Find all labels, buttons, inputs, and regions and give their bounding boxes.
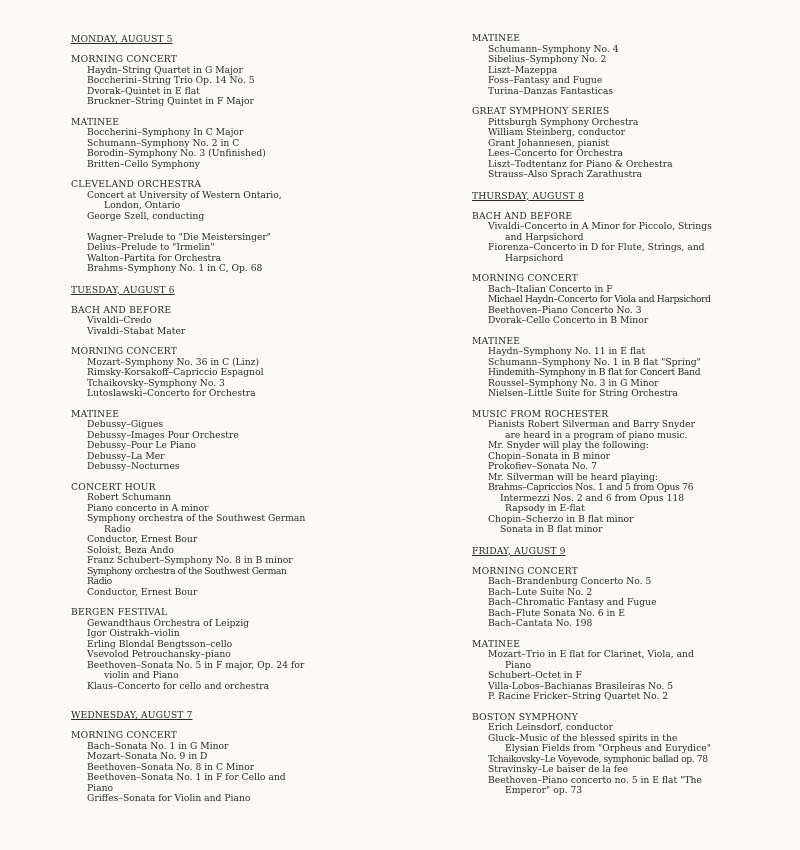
right-column (472, 34, 712, 807)
program-item: Walton–Partita for Orchestra (87, 252, 222, 264)
section-bergen-festival (71, 608, 311, 692)
section-heading: MATINEE (71, 408, 120, 420)
program-item: Conductor, Ernest Bour (87, 586, 198, 598)
program-item: Pittsburgh Symphony Orchestra (488, 116, 639, 128)
program-item: Debussy–Pour Le Piano (87, 440, 196, 451)
program-item: Sonata in B flat minor (500, 524, 603, 535)
section-heading: MATINEE (472, 638, 521, 650)
program-item: Schumann–Symphony No. 4 (488, 43, 619, 55)
section-heading: MORNING CONCERT (71, 54, 178, 65)
program-item: Foss–Fantasy and Fugue (488, 75, 603, 86)
section-tuesday-matinee (71, 410, 311, 473)
program-item: Schumann–Symphony No. 1 in B flat "Spring" (488, 356, 701, 368)
left-column (71, 34, 311, 815)
program-item: Borodin–Symphony No. 3 (Unfinished) (87, 148, 266, 159)
program-item: Beethoven–Sonata No. 8 in C Minor (87, 761, 255, 773)
program-item: Conductor, Ernest Bour (87, 534, 198, 545)
section-tuesday-bach-and-before (71, 306, 311, 338)
program-item: Vivaldi–Stabat Mater (87, 325, 186, 337)
section-wednesday-morning-concert (71, 731, 311, 805)
program-item: Beethoven–Sonata No. 1 in F for Cello and Piano (87, 772, 286, 794)
program-item: Britten–Cello Symphony (87, 158, 200, 170)
program-item: Bach–Sonata No. 1 in G Minor (87, 740, 229, 752)
section-heading: MATINEE (71, 116, 120, 128)
program-item: Hindemith–Symphony in B flat for Concert Band (488, 367, 701, 378)
program-item: Strauss–Also Sprach Zarathustra (488, 169, 643, 180)
program-item: Debussy–Images Pour Orchestre (87, 429, 239, 441)
program-item: Villa-Lobos–Bachianas Brasileiras No. 5 (488, 680, 674, 692)
program-item: Debussy–La Mer (87, 450, 165, 462)
program-item: Mr. Snyder will play the following: (488, 440, 649, 451)
program-item: Grant Johannesen, pianist (488, 137, 610, 149)
program-item: Boccherini–Symphony In C Major (87, 127, 244, 138)
program-item: Erling Blondal Bengtsson–cello (87, 638, 233, 650)
program-item: Liszt–Todtentanz for Piano & Orchestra (488, 158, 673, 170)
program-item: Michael Haydn–Concerto for Viola and Harpsichord (488, 294, 711, 305)
program-item: Fiorenza–Concerto in D for Flute, Strings, and Harpsichord (488, 242, 705, 264)
program-item: Igor Oistrakh–violin (87, 628, 180, 639)
section-heading: MUSIC FROM ROCHESTER (472, 408, 609, 420)
program-item: Klaus–Concerto for cello and orchestra (87, 680, 270, 692)
program-item: Chopin–Scherzo in B flat minor (488, 513, 634, 525)
section-heading: GREAT SYMPHONY SERIES (472, 106, 610, 117)
program-item: Rapsody in E-flat (505, 503, 585, 514)
program-item: Delius–Prelude to "Irmelin" (87, 242, 215, 253)
day-heading-monday: MONDAY, AUGUST 5 (71, 34, 173, 45)
program-item: Dvorak–Cello Concerto in B Minor (488, 315, 649, 326)
section-monday-matinee (71, 118, 311, 171)
section-friday-morning-concert (472, 567, 712, 630)
program-item: Robert Schumann (87, 492, 172, 503)
program-item: Haydn–Symphony No. 11 in E flat (488, 346, 646, 357)
section-boston-symphony (472, 713, 712, 797)
program-item: Turina–Danzas Fantasticas (488, 85, 614, 97)
program-item: Lutoslawski–Concerto for Orchestra (87, 388, 256, 399)
section-tuesday-morning-concert (71, 347, 311, 400)
program-item: Brahms–Symphony No. 1 in C, Op. 68 (87, 263, 263, 274)
section-thursday-bach-and-before (472, 212, 712, 265)
section-cleveland-orchestra (71, 180, 311, 275)
section-heading: CONCERT HOUR (71, 481, 156, 493)
day-heading-thursday: THURSDAY, AUGUST 8 (472, 190, 584, 202)
section-music-from-rochester (472, 410, 712, 536)
section-heading: MORNING CONCERT (472, 273, 579, 284)
day-heading-wednesday: WEDNESDAY, AUGUST 7 (71, 710, 193, 721)
section-heading: MORNING CONCERT (71, 346, 178, 357)
program-item: Griffes–Sonata for Violin and Piano (87, 793, 251, 804)
program-item: Bach–Chromatic Fantasy and Fugue (488, 597, 657, 608)
program-item: Mozart–Symphony No. 36 in C (Linz) (87, 356, 260, 368)
program-item: Roussel–Symphony No. 3 in G Minor (488, 377, 659, 389)
program-item: Debussy–Nocturnes (87, 461, 180, 472)
program-item: Soloist, Beza Ando (87, 544, 174, 556)
program-item: Mr. Silverman will be heard playing: (488, 471, 659, 483)
program-item: Beethoven–Sonata No. 5 in F major, Op. 24 for violin and Piano (87, 659, 305, 681)
section-heading: BACH AND BEFORE (71, 304, 172, 316)
section-heading: MATINEE (472, 33, 521, 44)
program-item: Piano concerto in A minor (87, 502, 209, 514)
section-concert-hour (71, 483, 311, 599)
section-thursday-matinee (472, 337, 712, 400)
program-item: Bach–Lute Suite No. 2 (488, 586, 593, 598)
program-item: Vivaldi–Credo (87, 315, 152, 326)
program-item: Vivaldi–Concerto in A Minor for Piccolo, Strings and Harpsichord (488, 221, 712, 243)
program-item: Symphony orchestra of the Southwest German Radio (87, 513, 306, 535)
section-monday-morning-concert (71, 55, 311, 108)
section-wednesday-matinee (472, 34, 712, 97)
program-item: Bach–Brandenburg Concerto No. 5 (488, 576, 652, 587)
program-item: Nielsen–Little Suite for String Orchestra (488, 388, 678, 399)
program-item: George Szell, conducting (87, 210, 205, 222)
program-item: Beethoven–Piano Concerto No. 3 (488, 304, 642, 316)
section-heading: MORNING CONCERT (472, 565, 579, 577)
program-item: Symphony orchestra of the Southwest German Radio (87, 565, 287, 587)
program-item: Erich Leinsdorf, conductor (488, 722, 613, 733)
section-heading: CLEVELAND ORCHESTRA (71, 179, 202, 190)
program-item: Mozart–Sonata No. 9 in D (87, 751, 208, 762)
section-thursday-morning-concert (472, 274, 712, 327)
program-item: Boccherini–String Trio Op. 14 No. 5 (87, 75, 255, 86)
section-heading: BACH AND BEFORE (472, 210, 573, 222)
day-heading-friday: FRIDAY, AUGUST 9 (472, 545, 566, 557)
program-item: Haydn–String Quartet in G Major (87, 64, 243, 76)
program-item: William Steinberg, conductor (488, 127, 626, 138)
program-item: Tchaikovsky–Symphony No. 3 (87, 377, 225, 389)
program-item: Schubert–Octet in F (488, 670, 582, 681)
program-item: Intermezzi Nos. 2 and 6 from Opus 118 (500, 492, 685, 504)
program-item: Beethoven–Piano concerto no. 5 in E flat "The Emperor" op. 73 (488, 774, 702, 796)
program-item: Wagner–Prelude to "Die Meistersinger" (87, 231, 272, 243)
section-heading: BERGEN FESTIVAL (71, 607, 168, 618)
program-item: Lees–Concerto for Orchestra (488, 148, 623, 159)
program-item: Gluck–Music of the blessed spirits in the Elysian Fields from "Orpheus and Eurydice" (488, 732, 711, 754)
program-item: Liszt–Mazeppa (488, 64, 558, 76)
program-item: Bach–Italian Concerto in F (488, 283, 613, 295)
program-item: Sibelius–Symphony No. 2 (488, 54, 607, 65)
program-item: Bach–Flute Sonata No. 6 in E (488, 607, 625, 619)
program-item: Prokofiev–Sonata No. 7 (488, 461, 597, 472)
section-great-symphony-series (472, 107, 712, 181)
program-item: Vsevolod Petrouchansky–piano (87, 649, 231, 660)
program-item: Bach–Cantata No. 198 (488, 618, 593, 629)
program-item: Concert at University of Western Ontario, London, Ontario (87, 189, 282, 211)
section-friday-matinee (472, 640, 712, 703)
section-heading: MORNING CONCERT (71, 730, 178, 741)
program-item: Dvorak–Quintet in E flat (87, 85, 200, 97)
program-item: Rimsky-Korsakoff–Capriccio Espagnol (87, 367, 264, 378)
program-item: Franz Schubert–Symphony No. 8 in B minor (87, 555, 293, 566)
day-heading-tuesday: TUESDAY, AUGUST 6 (71, 284, 175, 296)
program-item: Schumann–Symphony No. 2 in C (87, 137, 240, 149)
program-item: Pianists Robert Silverman and Barry Snyder are heard in a program of piano music. (488, 419, 695, 441)
program-item: Debussy–Gigues (87, 419, 164, 430)
program-item: Stravinsky–Le baiser de la fee (488, 764, 629, 775)
program-item: Chopin–Sonata in B minor (488, 450, 611, 462)
program-item: Brahms–Capriccios Nos. 1 and 5 from Opus 76 (488, 482, 694, 493)
section-heading: BOSTON SYMPHONY (472, 711, 578, 723)
program-item: Mozart–Trio in E flat for Clarinet, Viola, and Piano (488, 649, 694, 671)
program-item: Tchaikovsky–Le Voyevode, symphonic ballad op. 78 (488, 753, 708, 765)
section-heading: MATINEE (472, 335, 521, 347)
program-item: P. Racine Fricker–String Quartet No. 2 (488, 691, 669, 702)
program-item: Bruckner–String Quintet in F Major (87, 96, 254, 107)
program-item: Gewandthaus Orchestra of Leipzig (87, 617, 250, 629)
